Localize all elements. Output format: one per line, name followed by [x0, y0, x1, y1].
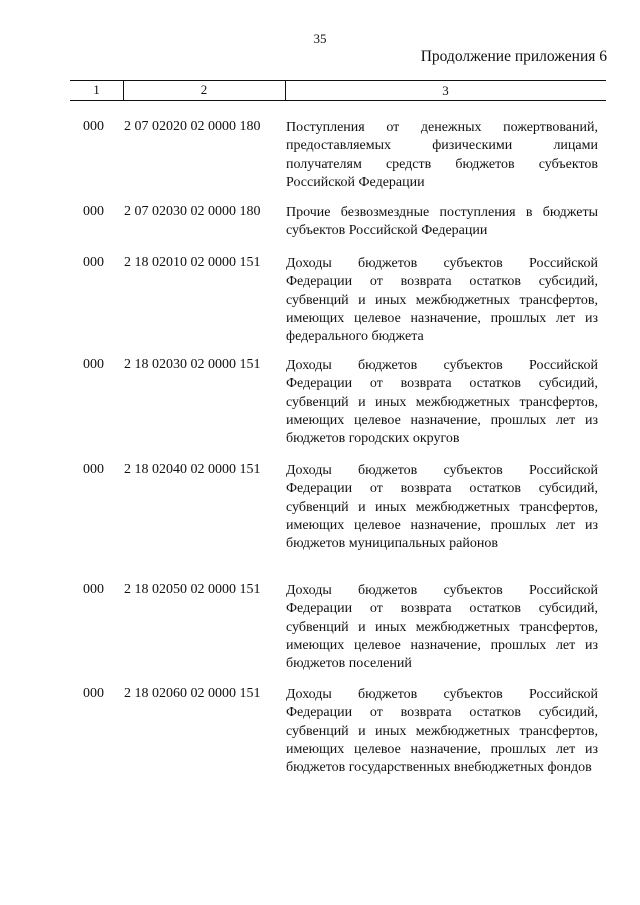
- row-description: Доходы бюджетов субъектов Российской Федерации от возврата остатков субсидий, субвенций и иных межбюджетных трансфертов, имеющих целевое назначение, прошлых лет из бюджетов государственных внебюджетных фондов: [286, 687, 598, 776]
- row-budget-code: 2 07 02030 02 0000 180: [124, 204, 261, 219]
- table-header: [70, 80, 606, 101]
- appendix-title: Продолжение приложения 6: [420, 48, 607, 65]
- row-admin-code: 000: [83, 357, 104, 372]
- row-admin-code: 000: [83, 255, 104, 270]
- column-header-3: 3: [442, 83, 449, 98]
- row-admin-code: 000: [83, 462, 104, 477]
- row-description: Доходы бюджетов субъектов Российской Федерации от возврата остатков субсидий, субвенций и иных межбюджетных трансфертов, имеющих целевое назначение, прошлых лет из бюджетов городских округов: [286, 358, 598, 447]
- row-admin-code: 000: [83, 119, 104, 134]
- row-description: Доходы бюджетов субъектов Российской Федерации от возврата остатков субсидий, субвенций и иных межбюджетных трансфертов, имеющих целевое назначение, прошлых лет из федерального бюджета: [286, 256, 598, 345]
- row-budget-code: 2 18 02010 02 0000 151: [124, 255, 261, 270]
- row-admin-code: 000: [83, 582, 104, 597]
- row-budget-code: 2 18 02040 02 0000 151: [124, 462, 261, 477]
- column-header-2: 2: [123, 81, 286, 100]
- row-budget-code: 2 18 02030 02 0000 151: [124, 357, 261, 372]
- row-admin-code: 000: [83, 686, 104, 701]
- row-budget-code: 2 07 02020 02 0000 180: [124, 119, 261, 134]
- row-admin-code: 000: [83, 204, 104, 219]
- page-number: 35: [313, 31, 327, 46]
- row-description: Прочие безвозмездные поступления в бюджеты субъектов Российской Федерации: [286, 205, 598, 239]
- row-budget-code: 2 18 02050 02 0000 151: [124, 582, 261, 597]
- row-description: Поступления от денежных пожертвований, предоставляемых физическими лицами получателям средств бюджетов субъектов Российской Федерации: [286, 120, 598, 190]
- row-description: Доходы бюджетов субъектов Российской Федерации от возврата остатков субсидий, субвенций и иных межбюджетных трансфертов, имеющих целевое назначение, прошлых лет из бюджетов поселений: [286, 583, 598, 672]
- row-description: Доходы бюджетов субъектов Российской Федерации от возврата остатков субсидий, субвенций и иных межбюджетных трансфертов, имеющих целевое назначение, прошлых лет из бюджетов муниципальных районов: [286, 463, 598, 552]
- column-header-1: 1: [70, 81, 124, 100]
- row-budget-code: 2 18 02060 02 0000 151: [124, 686, 261, 701]
